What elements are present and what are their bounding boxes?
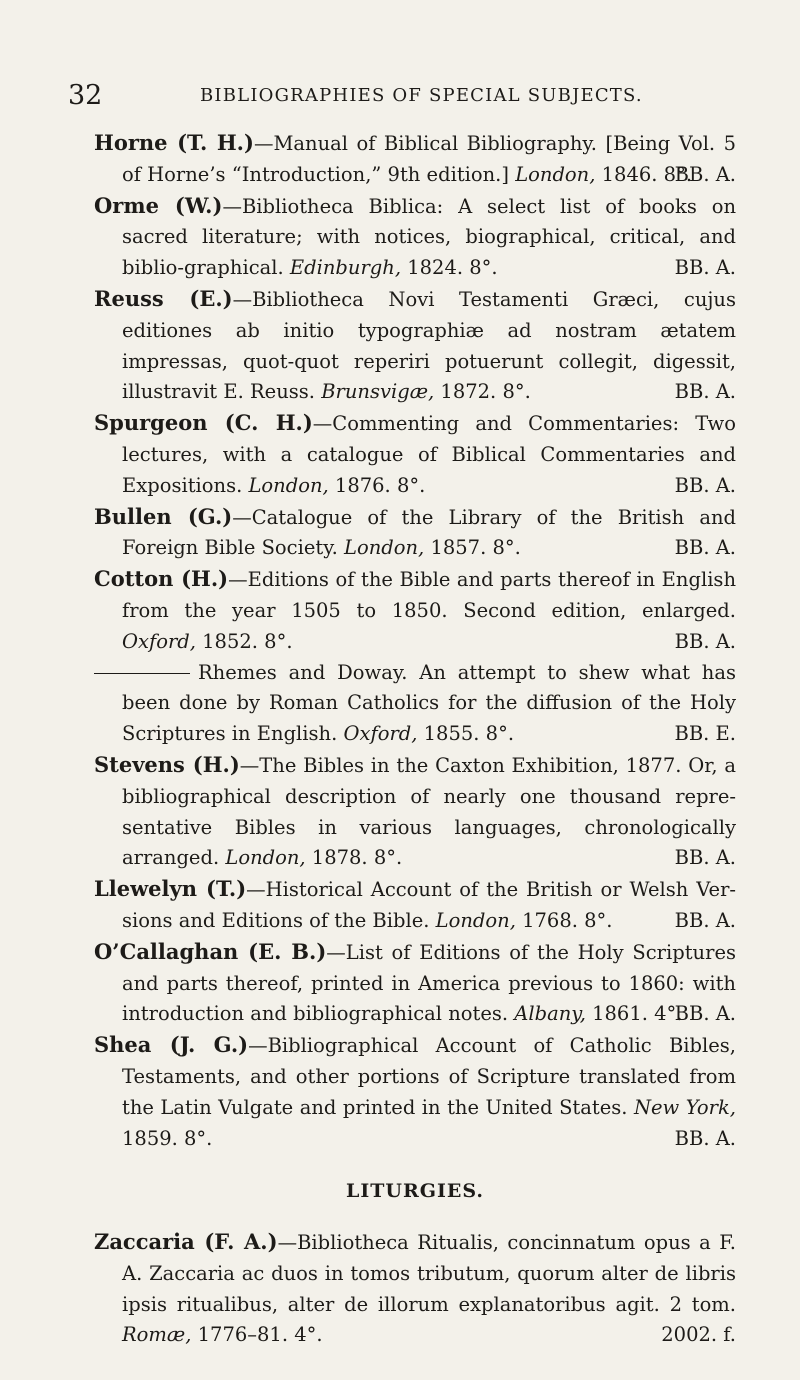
entry-title: —Bibliotheca Ritualis, concinnatum opus a F. A. Zaccaria ac duos in tomos tributum, quorum alter de libris ipsis ritualibus, alter de illorum explanatoribus agit. 2 tom. bbox=[122, 1231, 736, 1316]
entry-title: —List of Editions of the Holy Scriptures and parts thereof, printed in America previous to 1860: with introduction and bibliographical notes. bbox=[122, 940, 736, 1026]
bibliography-entry bbox=[94, 1227, 736, 1351]
bibliography-entry bbox=[94, 937, 736, 1030]
entry-place: Oxford, bbox=[122, 629, 196, 653]
entry-author: Horne (T. H.) bbox=[94, 130, 254, 155]
entry-author: Llewelyn (T.) bbox=[94, 876, 247, 902]
entry-shelfmark: 2002. f. bbox=[661, 1323, 736, 1347]
entry-shelfmark: BB. A. bbox=[674, 908, 736, 932]
entry-shelfmark: BB. A. bbox=[674, 380, 736, 404]
entry-shelfmark: BB. A. bbox=[674, 1126, 736, 1150]
bibliography-entry bbox=[94, 1030, 736, 1154]
bibliography-entry bbox=[94, 564, 736, 657]
liturgies-entries bbox=[94, 1227, 736, 1351]
section-heading: LITURGIES. bbox=[346, 1180, 484, 1203]
entry-title: —The Bibles in the Caxton Exhibition, 1877. Or, a bibliographical description of nearly one thousand repre-sentative Bibles in various languages, chronologically arranged. bbox=[122, 753, 736, 870]
entry-author: Reuss (E.) bbox=[94, 285, 233, 311]
entry-shelfmark: BB. A. bbox=[674, 162, 736, 186]
entry-place: Albany, bbox=[514, 1002, 586, 1026]
entry-title: —Editions of the Bible and parts thereof in English from the year 1505 to 1850. Second edition, enlarged. bbox=[122, 568, 736, 622]
entry-author: Stevens (H.) bbox=[94, 751, 240, 777]
entry-shelfmark: BB. A. bbox=[674, 256, 736, 280]
entry-place: New York, bbox=[633, 1095, 736, 1119]
ditto-dash bbox=[94, 673, 190, 674]
page-header bbox=[0, 80, 800, 120]
entry-details: 1852. 8°. bbox=[195, 629, 293, 653]
bibliography-entry bbox=[94, 502, 736, 565]
bibliography-entry bbox=[94, 191, 736, 284]
entry-details: 1768. 8°. bbox=[515, 908, 613, 932]
entry-title: —Catalogue of the Library of the British and Foreign Bible Society. bbox=[122, 505, 737, 560]
entry-author: Shea (J. G.) bbox=[94, 1032, 249, 1058]
entry-place: Brunsvigæ, bbox=[321, 380, 435, 404]
entry-title: —Bibliographical Account of Catholic Bibles, Testaments, and other portions of Scripture translated from the Latin Vulgate and printed in the United States. bbox=[122, 1034, 736, 1119]
bibliography-entry bbox=[94, 128, 736, 191]
bibliography-entry bbox=[94, 874, 736, 937]
entry-place: London, bbox=[344, 536, 425, 560]
page-body bbox=[94, 128, 736, 1351]
entry-shelfmark: BB. A. bbox=[674, 473, 736, 497]
entry-details: 1824. 8°. bbox=[401, 256, 498, 280]
entry-author: Spurgeon (C. H.) bbox=[94, 410, 313, 436]
entry-author: Cotton (H.) bbox=[94, 566, 229, 592]
bibliography-entries bbox=[94, 128, 736, 1154]
entry-author: Bullen (G.) bbox=[94, 503, 233, 529]
bibliography-entry bbox=[94, 750, 736, 874]
entry-place: Romæ, bbox=[122, 1323, 192, 1347]
entry-details: 1846. 8°. bbox=[595, 162, 693, 186]
entry-author: Zaccaria (F. A.) bbox=[94, 1229, 278, 1255]
entry-title: —Historical Account of the British or Welsh Ver-sions and Editions of the Bible. bbox=[122, 878, 736, 932]
entry-title: —Commenting and Commentaries: Two lectures, with a catalogue of Biblical Commentaries and Expositions. bbox=[122, 412, 736, 497]
bibliography-entry bbox=[94, 658, 736, 750]
entry-shelfmark: BB. A. bbox=[674, 846, 736, 870]
entry-place: Oxford, bbox=[343, 722, 418, 746]
bibliography-entry bbox=[94, 408, 736, 501]
bibliography-entry bbox=[94, 284, 736, 408]
entry-details: 1878. 8°. bbox=[305, 846, 403, 870]
entry-details: 1872. 8°. bbox=[434, 380, 531, 404]
entry-author: O’Callaghan (E. B.) bbox=[94, 938, 327, 964]
entry-place: London, bbox=[515, 162, 596, 186]
entry-details: 1859. 8°. bbox=[122, 1126, 213, 1150]
entry-title: Rhemes and Doway. An attempt to shew what has been done by Roman Catholics for the diffusion of the Holy Scriptures in English. bbox=[122, 660, 736, 746]
entry-shelfmark: BB. A. bbox=[674, 629, 736, 653]
page-number: 32 bbox=[68, 80, 103, 111]
entry-shelfmark: BB. A. bbox=[674, 536, 736, 560]
entry-place: London, bbox=[225, 846, 306, 870]
running-head: BIBLIOGRAPHIES OF SPECIAL SUBJECTS. bbox=[200, 85, 643, 106]
entry-shelfmark: BB. A. bbox=[674, 1002, 736, 1026]
entry-place: Edinburgh, bbox=[289, 256, 402, 280]
entry-shelfmark: BB. E. bbox=[674, 722, 736, 746]
entry-title: —Bibliotheca Biblica: A select list of books on sacred literature; with notices, biographical, critical, and biblio-graphical. bbox=[122, 194, 737, 280]
entry-title: —Bibliotheca Novi Testamenti Græci, cujus editiones ab initio typographiæ ad nostram ætatem impressas, quot-quot reperiri potuerunt collegit, digessit, illustravit E. Reuss. bbox=[122, 287, 736, 404]
entry-details: 1776–81. 4°. bbox=[191, 1323, 323, 1347]
entry-place: London, bbox=[435, 908, 516, 932]
entry-place: London, bbox=[248, 473, 329, 497]
entry-author: Orme (W.) bbox=[94, 192, 223, 218]
entry-details: 1855. 8°. bbox=[417, 722, 515, 746]
entry-details: 1861. 4°. bbox=[585, 1002, 683, 1026]
entry-details: 1876. 8°. bbox=[328, 473, 426, 497]
entry-title: —Manual of Biblical Bibliography. [Being Vol. 5 of Horne’s “Introduction,” 9th edition.] bbox=[122, 132, 736, 186]
entry-details: 1857. 8°. bbox=[424, 536, 521, 560]
